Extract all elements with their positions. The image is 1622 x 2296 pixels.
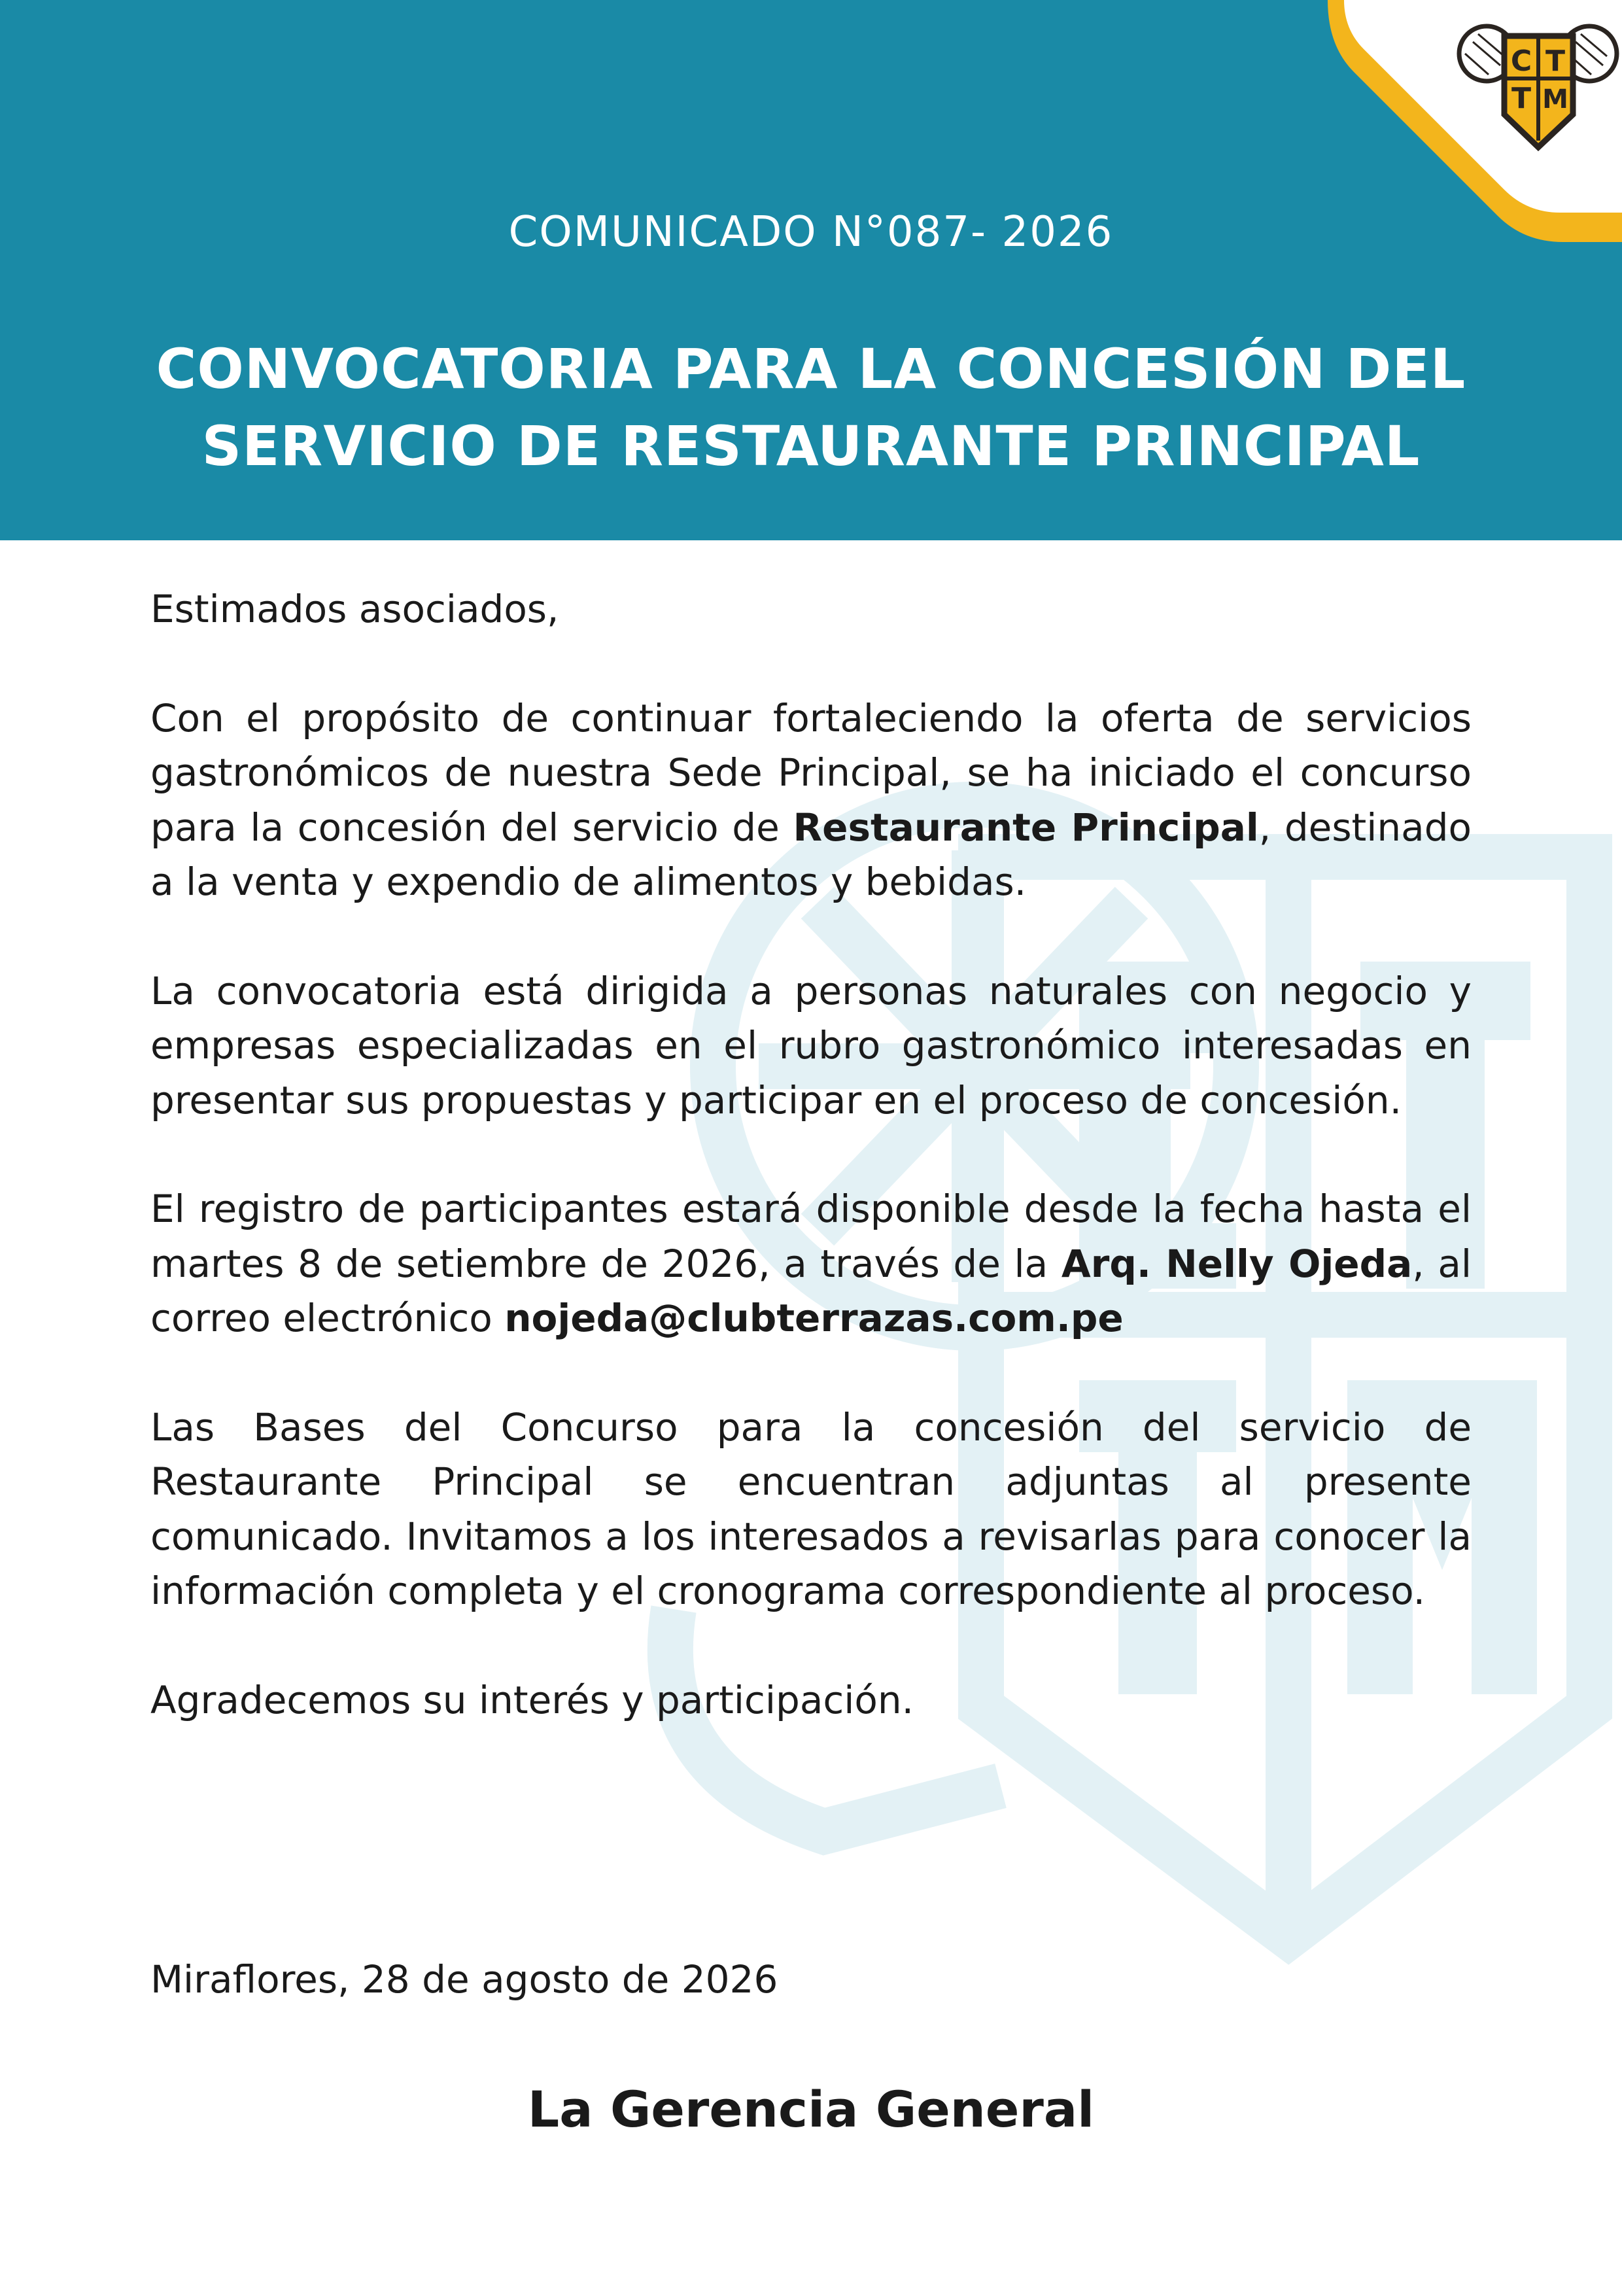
paragraph-4: Las Bases del Concurso para la concesión del servicio de Restaurante Principal se encuentran adjuntas al presente comunicado. Invitamos a los interesados a revisarlas para conocer la información completa y el cronograma correspondiente al proceso. bbox=[150, 1404, 1472, 1613]
greeting: Estimados asociados, bbox=[150, 587, 559, 631]
logo-letter-m: M bbox=[1542, 84, 1568, 114]
letter-body bbox=[150, 582, 1472, 1728]
restaurant-name: Restaurante Principal bbox=[793, 805, 1259, 850]
logo-corner bbox=[1308, 0, 1622, 242]
paragraph-1 bbox=[150, 691, 1472, 910]
paragraph-2: La convocatoria está dirigida a personas naturales con negocio y empresas especializadas en el rubro gastronómico interesadas en presentar sus propuestas y participar en el proceso de concesión. bbox=[150, 968, 1472, 1122]
paragraph-1-end: , destinado a la venta y expendio de alimentos y bebidas. bbox=[150, 805, 1472, 904]
logo-letter-t1: T bbox=[1545, 44, 1566, 78]
page-title bbox=[65, 330, 1557, 485]
paragraph-3-text: El registro de participantes estará disponible desde la fecha hasta el martes 8 de setiembre de 2026, a través de la bbox=[150, 1187, 1472, 1286]
paragraph-3 bbox=[150, 1182, 1472, 1346]
paragraph-1-text: Con el propósito de continuar fortaleciendo la oferta de servicios gastronómicos de nuestra Sede Principal, se ha iniciado el concurso para la concesión del servicio de bbox=[150, 695, 1472, 850]
signature: La Gerencia General bbox=[527, 2080, 1095, 2138]
title-line-1: CONVOCATORIA PARA LA CONCESIÓN DEL bbox=[156, 337, 1466, 401]
contact-name: Arq. Nelly Ojeda bbox=[1061, 1241, 1413, 1286]
logo-letter-t2: T bbox=[1511, 82, 1532, 115]
contact-email: nojeda@clubterrazas.com.pe bbox=[504, 1296, 1124, 1340]
place-date: Miraflores, 28 de agosto de 2026 bbox=[150, 1957, 778, 2002]
paragraph-3-mid: , al correo electrónico bbox=[150, 1241, 1472, 1340]
logo-letter-c: C bbox=[1510, 44, 1532, 78]
title-line-2: SERVICIO DE RESTAURANTE PRINCIPAL bbox=[201, 414, 1421, 478]
comunicado-number: COMUNICADO N°087- 2026 bbox=[508, 208, 1114, 256]
paragraph-5: Agradecemos su interés y participación. bbox=[150, 1677, 914, 1722]
